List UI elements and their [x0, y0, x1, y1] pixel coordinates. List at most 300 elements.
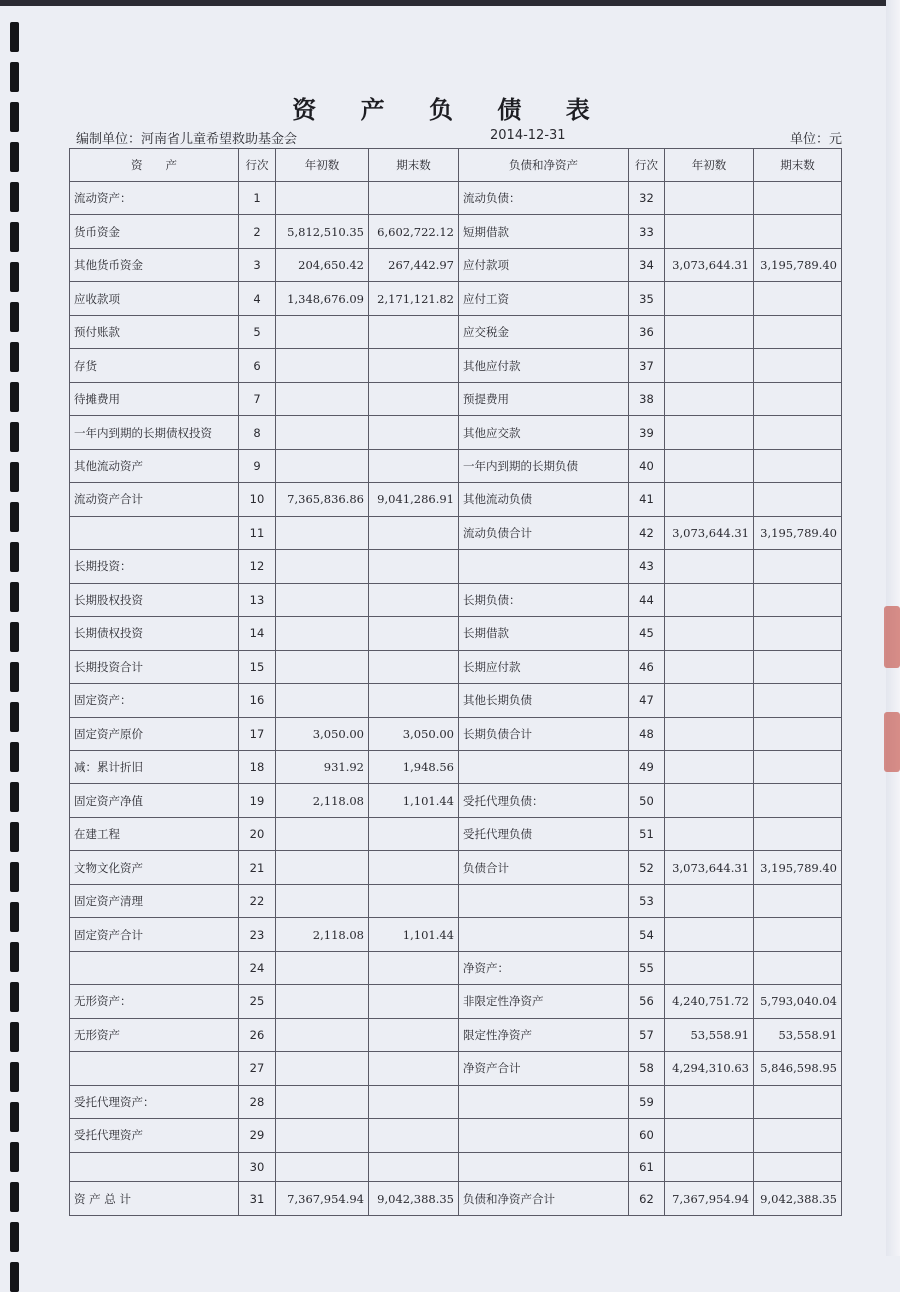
- liability-line-no-cell: 53: [629, 884, 665, 917]
- liability-name-cell: 净资产：: [459, 951, 629, 984]
- liability-begin-cell: [665, 784, 754, 817]
- binding-hole: [10, 1142, 19, 1172]
- liability-end-cell: [754, 1119, 842, 1152]
- binding-hole: [10, 262, 19, 292]
- table-row: [70, 550, 842, 583]
- binding-hole: [10, 342, 19, 372]
- asset-name-cell: 固定资产净值: [70, 784, 239, 817]
- asset-begin-cell: 5,812,510.35: [276, 215, 369, 248]
- asset-line-no-cell: 14: [239, 617, 276, 650]
- asset-line-no-cell: 27: [239, 1052, 276, 1085]
- page-title: 资 产 负 债 表: [292, 95, 608, 124]
- asset-end-cell: [369, 1052, 459, 1085]
- asset-line-no-cell: 29: [239, 1119, 276, 1152]
- table-row: [70, 382, 842, 415]
- liability-line-no-cell: 37: [629, 349, 665, 382]
- asset-begin-cell: 1,348,676.09: [276, 282, 369, 315]
- liability-end-cell: 5,793,040.04: [754, 985, 842, 1018]
- asset-name-cell: 无形资产：: [70, 985, 239, 1018]
- asset-end-cell: 9,041,286.91: [369, 483, 459, 516]
- table-row: [70, 884, 842, 917]
- liability-name-cell: 受托代理负债: [459, 817, 629, 850]
- liability-begin-cell: [665, 951, 754, 984]
- binding-hole: [10, 1062, 19, 1092]
- liability-begin-cell: 7,367,954.94: [665, 1182, 754, 1216]
- asset-line-no-cell: 23: [239, 918, 276, 951]
- table-row: [70, 1152, 842, 1182]
- liability-end-cell: [754, 684, 842, 717]
- binding-hole: [10, 662, 19, 692]
- liability-begin-cell: [665, 1119, 754, 1152]
- liability-line-no-cell: 58: [629, 1052, 665, 1085]
- asset-line-no-cell: 12: [239, 550, 276, 583]
- asset-name-cell: 其他流动资产: [70, 449, 239, 482]
- liability-name-cell: 应交税金: [459, 315, 629, 348]
- liability-end-cell: [754, 583, 842, 616]
- asset-line-no-cell: 30: [239, 1152, 276, 1182]
- asset-line-no-cell: 31: [239, 1182, 276, 1216]
- report-date: 2014-12-31: [490, 128, 566, 143]
- table-row: [70, 1119, 842, 1152]
- liability-end-cell: [754, 449, 842, 482]
- asset-line-no-cell: 8: [239, 416, 276, 449]
- asset-end-cell: [369, 449, 459, 482]
- liability-name-cell: 长期负债合计: [459, 717, 629, 750]
- liability-line-no-cell: 41: [629, 483, 665, 516]
- asset-end-cell: [369, 516, 459, 549]
- liability-name-cell: 应付工资: [459, 282, 629, 315]
- asset-end-cell: [369, 349, 459, 382]
- header-liability-end: 期末数: [754, 149, 842, 182]
- asset-end-cell: [369, 1085, 459, 1118]
- binding-hole: [10, 1262, 19, 1292]
- liability-line-no-cell: 44: [629, 583, 665, 616]
- asset-begin-cell: 7,367,954.94: [276, 1182, 369, 1216]
- table-row: [70, 985, 842, 1018]
- table-row: [70, 650, 842, 683]
- asset-name-cell: [70, 951, 239, 984]
- asset-begin-cell: [276, 884, 369, 917]
- table-row: [70, 215, 842, 248]
- asset-begin-cell: [276, 951, 369, 984]
- header-asset-begin: 年初数: [276, 149, 369, 182]
- liability-name-cell: 其他流动负债: [459, 483, 629, 516]
- binding-hole: [10, 902, 19, 932]
- asset-name-cell: 长期投资合计: [70, 650, 239, 683]
- asset-begin-cell: [276, 315, 369, 348]
- liability-name-cell: 流动负债：: [459, 182, 629, 215]
- asset-line-no-cell: 25: [239, 985, 276, 1018]
- asset-end-cell: [369, 884, 459, 917]
- liability-name-cell: 净资产合计: [459, 1052, 629, 1085]
- binding-hole: [10, 502, 19, 532]
- liability-end-cell: [754, 717, 842, 750]
- header-asset-line-no: 行次: [239, 149, 276, 182]
- liability-end-cell: [754, 182, 842, 215]
- asset-end-cell: [369, 1119, 459, 1152]
- liability-line-no-cell: 33: [629, 215, 665, 248]
- liability-name-cell: 长期应付款: [459, 650, 629, 683]
- liability-begin-cell: [665, 449, 754, 482]
- liability-begin-cell: [665, 918, 754, 951]
- binding-hole: [10, 222, 19, 252]
- liability-begin-cell: 3,073,644.31: [665, 248, 754, 281]
- table-header-row: [70, 149, 842, 182]
- asset-name-cell: 在建工程: [70, 817, 239, 850]
- liability-begin-cell: [665, 684, 754, 717]
- liability-name-cell: 其他应付款: [459, 349, 629, 382]
- table-row: [70, 282, 842, 315]
- binding-hole: [10, 142, 19, 172]
- liability-line-no-cell: 60: [629, 1119, 665, 1152]
- liability-line-no-cell: 34: [629, 248, 665, 281]
- liability-name-cell: 应付款项: [459, 248, 629, 281]
- liability-begin-cell: [665, 349, 754, 382]
- liability-begin-cell: [665, 382, 754, 415]
- asset-end-cell: [369, 684, 459, 717]
- liability-name-cell: [459, 550, 629, 583]
- liability-begin-cell: 4,240,751.72: [665, 985, 754, 1018]
- asset-end-cell: 267,442.97: [369, 248, 459, 281]
- liability-line-no-cell: 57: [629, 1018, 665, 1051]
- liability-name-cell: [459, 884, 629, 917]
- asset-line-no-cell: 19: [239, 784, 276, 817]
- liability-name-cell: 长期负债：: [459, 583, 629, 616]
- liability-end-cell: 9,042,388.35: [754, 1182, 842, 1216]
- asset-end-cell: 1,101.44: [369, 784, 459, 817]
- asset-name-cell: 流动资产：: [70, 182, 239, 215]
- liability-line-no-cell: 54: [629, 918, 665, 951]
- liability-begin-cell: [665, 750, 754, 783]
- table-row: [70, 750, 842, 783]
- asset-line-no-cell: 20: [239, 817, 276, 850]
- asset-end-cell: 1,101.44: [369, 918, 459, 951]
- binding-hole: [10, 22, 19, 52]
- asset-line-no-cell: 11: [239, 516, 276, 549]
- table-row: [70, 1182, 842, 1216]
- unit-label: 单位：元: [789, 132, 842, 147]
- liability-line-no-cell: 43: [629, 550, 665, 583]
- table-row: [70, 416, 842, 449]
- liability-end-cell: [754, 784, 842, 817]
- asset-line-no-cell: 28: [239, 1085, 276, 1118]
- liability-line-no-cell: 61: [629, 1152, 665, 1182]
- binding-hole: [10, 1182, 19, 1212]
- binding-hole: [10, 742, 19, 772]
- asset-name-cell: 应收款项: [70, 282, 239, 315]
- liability-begin-cell: [665, 483, 754, 516]
- asset-name-cell: 资 产 总 计: [70, 1182, 239, 1216]
- liability-name-cell: 受托代理负债：: [459, 784, 629, 817]
- asset-end-cell: [369, 817, 459, 850]
- binding-hole: [10, 982, 19, 1012]
- liability-line-no-cell: 46: [629, 650, 665, 683]
- liability-name-cell: 负债和净资产合计: [459, 1182, 629, 1216]
- liability-line-no-cell: 36: [629, 315, 665, 348]
- liability-name-cell: 预提费用: [459, 382, 629, 415]
- binding-hole: [10, 1222, 19, 1252]
- asset-end-cell: [369, 650, 459, 683]
- liability-begin-cell: [665, 583, 754, 616]
- binding-hole: [10, 942, 19, 972]
- asset-begin-cell: [276, 1085, 369, 1118]
- asset-end-cell: [369, 951, 459, 984]
- liability-line-no-cell: 51: [629, 817, 665, 850]
- liability-name-cell: 其他长期负债: [459, 684, 629, 717]
- liability-begin-cell: 3,073,644.31: [665, 851, 754, 884]
- table-row: [70, 918, 842, 951]
- table-row: [70, 1052, 842, 1085]
- asset-end-cell: [369, 617, 459, 650]
- asset-end-cell: [369, 583, 459, 616]
- binding-hole: [10, 542, 19, 572]
- liability-name-cell: 负债合计: [459, 851, 629, 884]
- binding-hole: [10, 302, 19, 332]
- asset-begin-cell: [276, 985, 369, 1018]
- liability-name-cell: [459, 1119, 629, 1152]
- table-row: [70, 483, 842, 516]
- liability-begin-cell: [665, 215, 754, 248]
- liability-end-cell: [754, 884, 842, 917]
- asset-begin-cell: [276, 1052, 369, 1085]
- asset-name-cell: 固定资产：: [70, 684, 239, 717]
- liability-begin-cell: [665, 617, 754, 650]
- header-liability-begin: 年初数: [665, 149, 754, 182]
- asset-begin-cell: 2,118.08: [276, 918, 369, 951]
- binding-hole: [10, 1022, 19, 1052]
- binding-hole: [10, 382, 19, 412]
- liability-name-cell: 长期借款: [459, 617, 629, 650]
- liability-begin-cell: 4,294,310.63: [665, 1052, 754, 1085]
- asset-line-no-cell: 13: [239, 583, 276, 616]
- asset-name-cell: 长期股权投资: [70, 583, 239, 616]
- liability-line-no-cell: 32: [629, 182, 665, 215]
- asset-line-no-cell: 5: [239, 315, 276, 348]
- binding-holes: [10, 0, 22, 1256]
- asset-end-cell: [369, 1152, 459, 1182]
- liability-end-cell: [754, 817, 842, 850]
- org-label: 编制单位：河南省儿童希望救助基金会: [76, 132, 298, 147]
- asset-begin-cell: [276, 583, 369, 616]
- asset-name-cell: [70, 1052, 239, 1085]
- liability-begin-cell: [665, 1085, 754, 1118]
- asset-name-cell: 其他货币资金: [70, 248, 239, 281]
- asset-begin-cell: [276, 449, 369, 482]
- liability-end-cell: [754, 315, 842, 348]
- binding-hole: [10, 1102, 19, 1132]
- liability-end-cell: [754, 617, 842, 650]
- liability-name-cell: 一年内到期的长期负债: [459, 449, 629, 482]
- asset-line-no-cell: 6: [239, 349, 276, 382]
- asset-end-cell: 6,602,722.12: [369, 215, 459, 248]
- asset-line-no-cell: 3: [239, 248, 276, 281]
- binding-hole: [10, 422, 19, 452]
- asset-name-cell: 受托代理资产: [70, 1119, 239, 1152]
- asset-end-cell: [369, 851, 459, 884]
- table-row: [70, 449, 842, 482]
- red-seal-mark: [884, 712, 900, 772]
- table-row: [70, 817, 842, 850]
- table-row: [70, 583, 842, 616]
- asset-name-cell: 长期债权投资: [70, 617, 239, 650]
- binding-hole: [10, 862, 19, 892]
- liability-line-no-cell: 56: [629, 985, 665, 1018]
- liability-name-cell: [459, 750, 629, 783]
- liability-end-cell: [754, 282, 842, 315]
- asset-end-cell: 2,171,121.82: [369, 282, 459, 315]
- scan-top-edge: [0, 0, 900, 6]
- asset-end-cell: [369, 416, 459, 449]
- asset-line-no-cell: 1: [239, 182, 276, 215]
- liability-begin-cell: [665, 550, 754, 583]
- asset-end-cell: [369, 382, 459, 415]
- asset-line-no-cell: 22: [239, 884, 276, 917]
- table-row: [70, 951, 842, 984]
- header-asset: 资 产: [70, 149, 239, 182]
- liability-begin-cell: 53,558.91: [665, 1018, 754, 1051]
- asset-begin-cell: [276, 416, 369, 449]
- asset-begin-cell: [276, 516, 369, 549]
- liability-line-no-cell: 52: [629, 851, 665, 884]
- asset-end-cell: 1,948.56: [369, 750, 459, 783]
- liability-name-cell: 非限定性净资产: [459, 985, 629, 1018]
- liability-line-no-cell: 55: [629, 951, 665, 984]
- table-row: [70, 684, 842, 717]
- asset-begin-cell: [276, 382, 369, 415]
- asset-name-cell: 受托代理资产：: [70, 1085, 239, 1118]
- red-seal-mark: [884, 606, 900, 668]
- asset-name-cell: 预付账款: [70, 315, 239, 348]
- liability-line-no-cell: 49: [629, 750, 665, 783]
- liability-line-no-cell: 35: [629, 282, 665, 315]
- asset-end-cell: [369, 550, 459, 583]
- binding-hole: [10, 822, 19, 852]
- asset-name-cell: 长期投资：: [70, 550, 239, 583]
- liability-name-cell: 限定性净资产: [459, 1018, 629, 1051]
- liability-end-cell: [754, 918, 842, 951]
- asset-line-no-cell: 9: [239, 449, 276, 482]
- header-asset-end: 期末数: [369, 149, 459, 182]
- binding-hole: [10, 62, 19, 92]
- liability-line-no-cell: 50: [629, 784, 665, 817]
- asset-begin-cell: [276, 1018, 369, 1051]
- liability-end-cell: [754, 416, 842, 449]
- liability-end-cell: [754, 951, 842, 984]
- binding-hole: [10, 582, 19, 612]
- liability-end-cell: 3,195,789.40: [754, 516, 842, 549]
- asset-begin-cell: [276, 650, 369, 683]
- asset-begin-cell: [276, 617, 369, 650]
- asset-name-cell: 固定资产清理: [70, 884, 239, 917]
- asset-begin-cell: [276, 684, 369, 717]
- asset-end-cell: 9,042,388.35: [369, 1182, 459, 1216]
- asset-end-cell: 3,050.00: [369, 717, 459, 750]
- asset-begin-cell: 7,365,836.86: [276, 483, 369, 516]
- asset-line-no-cell: 4: [239, 282, 276, 315]
- asset-name-cell: 固定资产合计: [70, 918, 239, 951]
- table-row: [70, 617, 842, 650]
- asset-line-no-cell: 16: [239, 684, 276, 717]
- liability-end-cell: [754, 215, 842, 248]
- asset-begin-cell: [276, 550, 369, 583]
- liability-begin-cell: [665, 884, 754, 917]
- asset-begin-cell: 3,050.00: [276, 717, 369, 750]
- liability-begin-cell: 3,073,644.31: [665, 516, 754, 549]
- table-row: [70, 315, 842, 348]
- asset-line-no-cell: 2: [239, 215, 276, 248]
- liability-line-no-cell: 40: [629, 449, 665, 482]
- asset-end-cell: [369, 985, 459, 1018]
- asset-line-no-cell: 24: [239, 951, 276, 984]
- liability-name-cell: 流动负债合计: [459, 516, 629, 549]
- asset-begin-cell: 931.92: [276, 750, 369, 783]
- liability-line-no-cell: 39: [629, 416, 665, 449]
- liability-line-no-cell: 45: [629, 617, 665, 650]
- asset-begin-cell: [276, 182, 369, 215]
- asset-line-no-cell: 18: [239, 750, 276, 783]
- liability-begin-cell: [665, 182, 754, 215]
- table-row: [70, 516, 842, 549]
- liability-end-cell: [754, 750, 842, 783]
- liability-begin-cell: [665, 315, 754, 348]
- liability-end-cell: 3,195,789.40: [754, 248, 842, 281]
- liability-line-no-cell: 38: [629, 382, 665, 415]
- asset-end-cell: [369, 1018, 459, 1051]
- liability-line-no-cell: 47: [629, 684, 665, 717]
- table-row: [70, 1085, 842, 1118]
- liability-name-cell: 短期借款: [459, 215, 629, 248]
- liability-begin-cell: [665, 650, 754, 683]
- binding-hole: [10, 702, 19, 732]
- asset-line-no-cell: 17: [239, 717, 276, 750]
- asset-name-cell: 减：累计折旧: [70, 750, 239, 783]
- liability-line-no-cell: 62: [629, 1182, 665, 1216]
- liability-end-cell: [754, 349, 842, 382]
- liability-end-cell: 53,558.91: [754, 1018, 842, 1051]
- binding-hole: [10, 182, 19, 212]
- table-row: [70, 717, 842, 750]
- table-row: [70, 248, 842, 281]
- asset-begin-cell: [276, 1119, 369, 1152]
- asset-begin-cell: 204,650.42: [276, 248, 369, 281]
- table-row: [70, 1018, 842, 1051]
- asset-begin-cell: [276, 817, 369, 850]
- liability-line-no-cell: 42: [629, 516, 665, 549]
- liability-begin-cell: [665, 1152, 754, 1182]
- asset-name-cell: 存货: [70, 349, 239, 382]
- asset-end-cell: [369, 315, 459, 348]
- balance-sheet-table: [69, 148, 842, 1216]
- asset-line-no-cell: 7: [239, 382, 276, 415]
- asset-begin-cell: 2,118.08: [276, 784, 369, 817]
- asset-line-no-cell: 15: [239, 650, 276, 683]
- asset-line-no-cell: 21: [239, 851, 276, 884]
- asset-begin-cell: [276, 851, 369, 884]
- asset-name-cell: [70, 516, 239, 549]
- liability-end-cell: [754, 550, 842, 583]
- liability-end-cell: [754, 1085, 842, 1118]
- asset-line-no-cell: 26: [239, 1018, 276, 1051]
- binding-hole: [10, 622, 19, 652]
- asset-end-cell: [369, 182, 459, 215]
- asset-name-cell: 流动资产合计: [70, 483, 239, 516]
- asset-name-cell: 一年内到期的长期债权投资: [70, 416, 239, 449]
- asset-name-cell: 待摊费用: [70, 382, 239, 415]
- liability-end-cell: 3,195,789.40: [754, 851, 842, 884]
- binding-hole: [10, 462, 19, 492]
- liability-name-cell: [459, 1085, 629, 1118]
- liability-end-cell: 5,846,598.95: [754, 1052, 842, 1085]
